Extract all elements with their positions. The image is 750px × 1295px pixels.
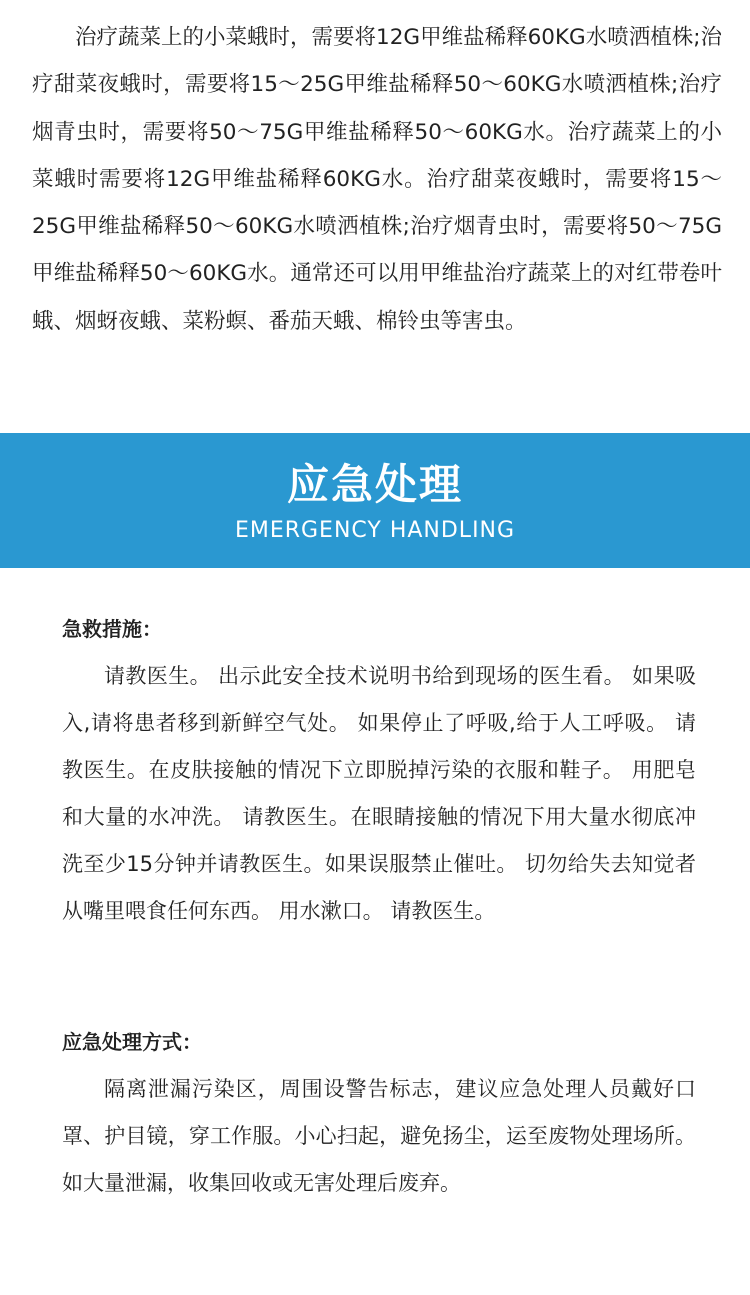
banner-title: 应急处理 <box>286 460 463 509</box>
section-banner <box>0 433 750 568</box>
intro-paragraph: 治疗蔬菜上的小菜蛾时，需要将12G甲维盐稀释60KG水喷洒植株;治疗甜菜夜蛾时，需要将15～25G甲维盐稀释50～60KG水喷洒植株;治疗烟青虫时，需要将50～75G甲维盐稀释50～60KG水。治疗蔬菜上的小菜蛾时需要将12G甲维盐稀释60KG水。治疗甜菜夜蛾时，需要将15～25G甲维盐稀释50～60KG水喷洒植株;治疗烟青虫时，需要将50～75G甲维盐稀释50～60KG水。通常还可以用甲维盐治疗蔬菜上的对红带卷叶蛾、烟蚜夜蛾、菜粉螟、番茄天蛾、棉铃虫等害虫。 <box>32 25 722 334</box>
emergency-response-text: 隔离泄漏污染区，周围设警告标志，建议应急处理人员戴好口罩、护目镜，穿工作服。小心扫起，避免扬尘，运至废物处理场所。如大量泄漏，收集回收或无害处理后废弃。 <box>62 1077 696 1195</box>
emergency-response-heading: 应急处理方式： <box>62 1030 202 1054</box>
banner-subtitle: EMERGENCY HANDLING <box>234 518 516 543</box>
first-aid-text: 请教医生。 出示此安全技术说明书给到现场的医生看。 如果吸入,请将患者移到新鲜空气处。 如果停止了呼吸,给于人工呼吸。 请教医生。在皮肤接触的情况下立即脱掉污染的衣服和鞋子。 用肥皂和大量的水冲洗。 请教医生。在眼睛接触的情况下用大量水彻底冲洗至少15分钟并请教医生。如果误服禁止催吐。 切勿给失去知觉者从嘴里喂食任何东西。 用水漱口。 请教医生。 <box>62 664 696 923</box>
first-aid-heading: 急救措施： <box>62 617 162 641</box>
